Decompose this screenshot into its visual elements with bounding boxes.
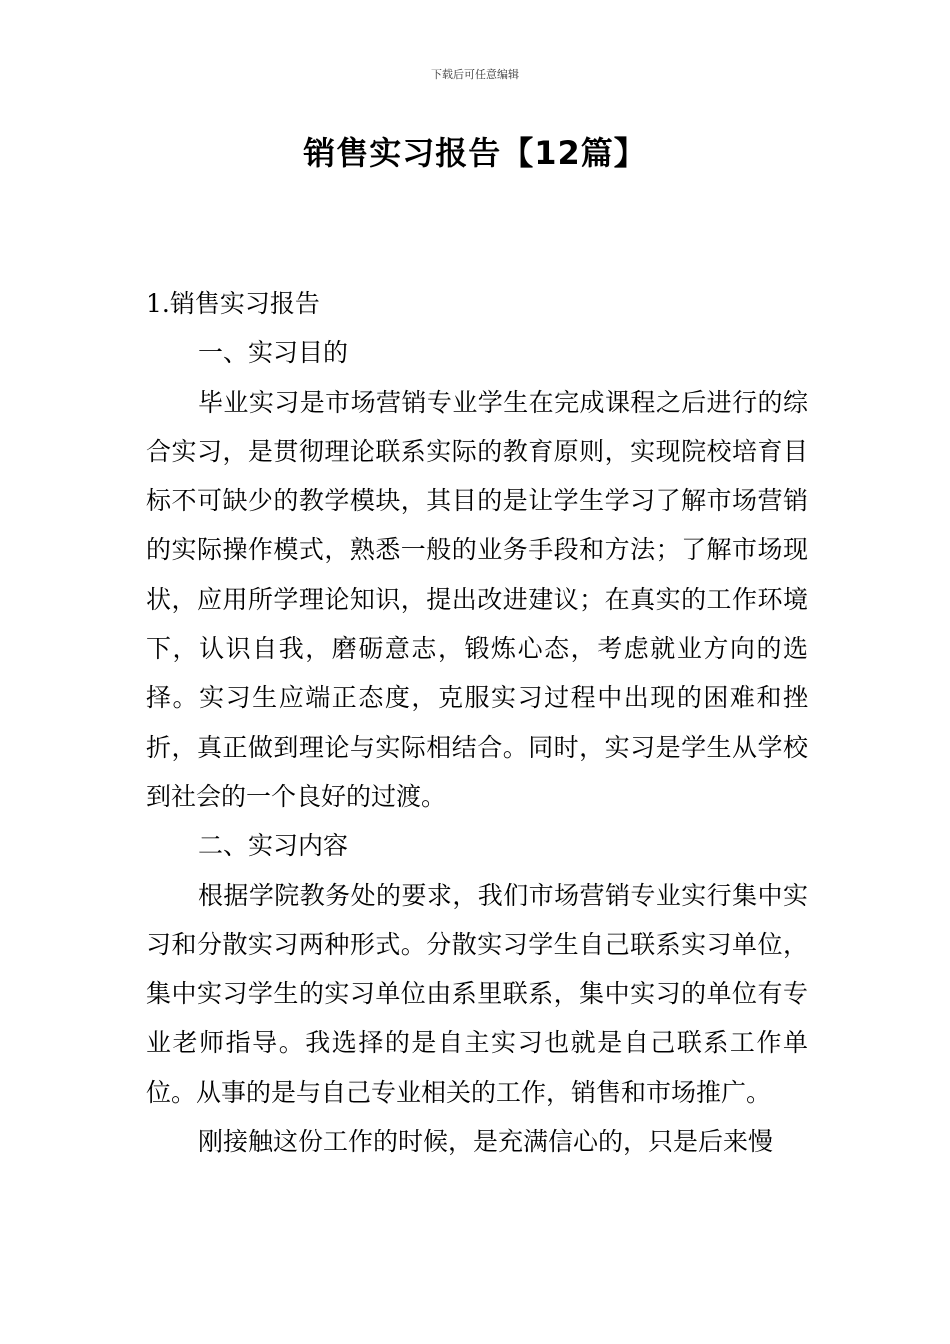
header-note: 下载后可任意编辑 (431, 68, 519, 81)
section-heading: 1.销售实习报告 (146, 289, 320, 318)
subheading-content: 二、实习内容 (198, 831, 349, 861)
document-body (146, 279, 808, 1166)
paragraph-purpose: 毕业实习是市场营销专业学生在完成课程之后进行的综合实习，是贯彻理论联系实际的教育原则，实现院校培育目标不可缺少的教学模块，其目的是让学生学习了解市场营销的实际操作模式，熟悉一般的业务手段和方法；了解市场现状，应用所学理论知识，提出改进建议；在真实的工作环境下，认识自我，磨砺意志，锻炼心态，考虑就业方向的选择。实习生应端正态度，克服实习过程中出现的困难和挫折，真正做到理论与实际相结合。同时，实习是学生从学校到社会的一个良好的过渡。 (146, 387, 808, 811)
document-title: 销售实习报告【12篇】 (303, 134, 647, 172)
subheading-purpose: 一、实习目的 (198, 338, 349, 368)
paragraph-content: 根据学院教务处的要求，我们市场营销专业实行集中实习和分散实习两种形式。分散实习学生自己联系实习单位，集中实习学生的实习单位由系里联系，集中实习的单位有专业老师指导。我选择的是自主实习也就是自己联系工作单位。从事的是与自己专业相关的工作，销售和市场推广。 (146, 880, 808, 1107)
paragraph-continued: 刚接触这份工作的时候，是充满信心的，只是后来慢 (198, 1127, 774, 1157)
